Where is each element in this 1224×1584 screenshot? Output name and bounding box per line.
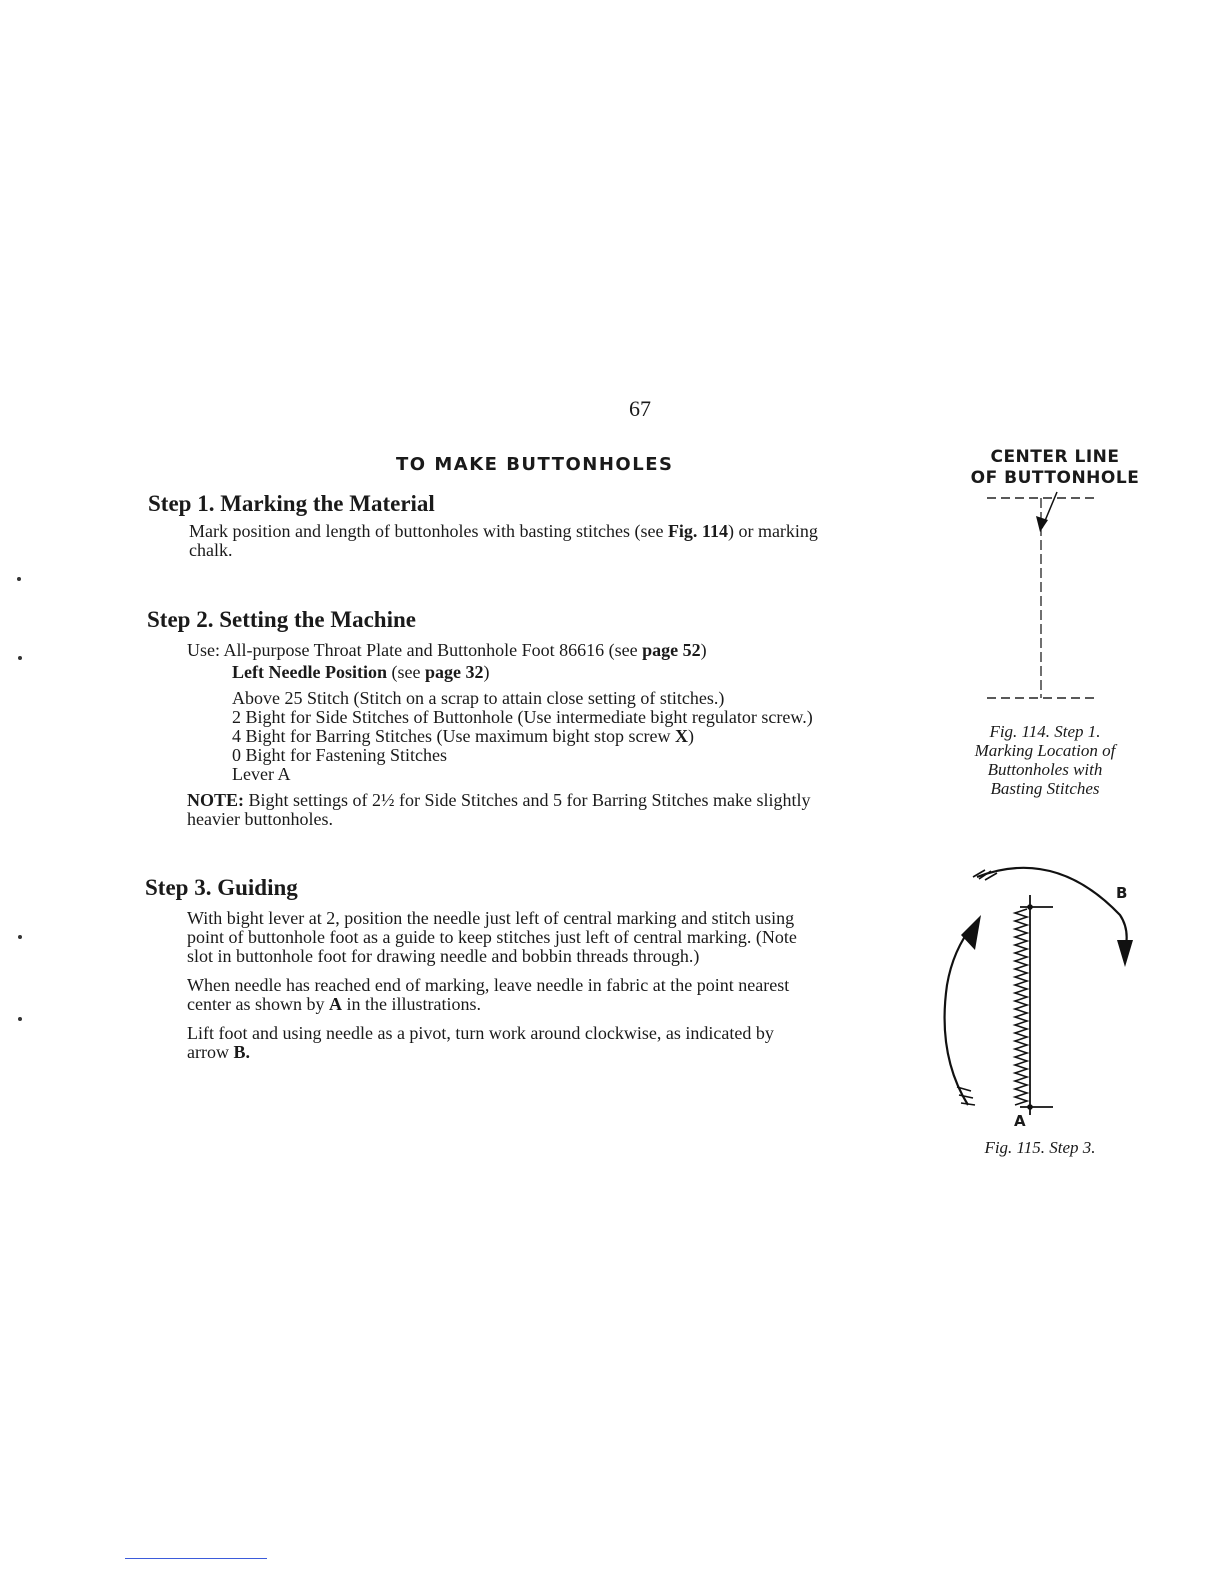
fig115-bottom-dot	[1027, 1104, 1033, 1110]
fig114-label	[960, 447, 1150, 489]
step2-note-line1: NOTE: Bight settings of 2½ for Side Stitches and 5 for Barring Stitches make slightly	[187, 790, 811, 810]
step1-text-line1: Mark position and length of buttonholes with basting stitches (see Fig. 114) or marking	[189, 521, 818, 541]
step3-para1-line1: With bight lever at 2, position the needle just left of central marking and stitch using	[187, 908, 795, 928]
step2-setting-side-bight: 2 Bight for Side Stitches of Buttonhole (Use intermediate bight regulator screw.)	[232, 707, 813, 727]
fig114-label-line2: OF BUTTONHOLE	[970, 468, 1140, 488]
page-title: TO MAKE BUTTONHOLES	[396, 454, 674, 475]
step3-para1-line2: point of buttonhole foot as a guide to keep stitches just left of central marking. (Note	[187, 927, 797, 947]
fig115-arrow-b-head-icon	[1117, 940, 1133, 967]
step3-para2-line2: center as shown by A in the illustrations.	[187, 994, 481, 1014]
step3-para2-line1: When needle has reached end of marking, leave needle in fabric at the point nearest	[187, 975, 790, 995]
step2-use-line: Use: All-purpose Throat Plate and Buttonhole Foot 86616 (see page 52)	[187, 640, 707, 660]
margin-speck	[18, 656, 22, 660]
footer-link-underline	[125, 1558, 267, 1559]
page-number: 67	[629, 396, 651, 421]
step3-heading: Step 3. Guiding	[145, 875, 298, 900]
fig114-label-line1: CENTER LINE	[990, 447, 1120, 467]
step1-text-line2: chalk.	[189, 540, 233, 560]
step2-setting-fastening: 0 Bight for Fastening Stitches	[232, 745, 447, 765]
step3-para3-line1: Lift foot and using needle as a pivot, turn work around clockwise, as indicated by	[187, 1023, 774, 1043]
fig115-arrow-b-curve	[977, 868, 1127, 950]
step2-setting-barring: 4 Bight for Barring Stitches (Use maximum bight stop screw X)	[232, 726, 694, 746]
fig115-left-arrow-head-icon	[961, 915, 981, 950]
fig114-caption-line2: Marking Location of	[974, 741, 1116, 760]
fig115-zigzag-stitches	[1015, 909, 1027, 1105]
margin-speck	[18, 1017, 22, 1021]
fig115-top-dot	[1027, 904, 1033, 910]
margin-speck	[17, 577, 21, 581]
step3-para1-line3: slot in buttonhole foot for drawing needle and bobbin threads through.)	[187, 946, 700, 966]
step2-note-line2: heavier buttonholes.	[187, 809, 333, 829]
fig115-caption: Fig. 115. Step 3.	[984, 1138, 1096, 1157]
fig114-caption-line1: Fig. 114. Step 1.	[989, 722, 1101, 741]
fig114-caption-line4: Basting Stitches	[990, 779, 1100, 798]
fig115-diagram	[935, 855, 1135, 1125]
step3-para3-line2: arrow B.	[187, 1042, 250, 1062]
step2-needle-position: Left Needle Position (see page 32)	[232, 662, 490, 682]
margin-speck	[18, 935, 22, 939]
fig115-marker-b: B	[1116, 884, 1128, 902]
fig114-diagram	[975, 490, 1105, 710]
fig114-caption	[950, 722, 1140, 798]
fig114-caption-line3: Buttonholes with	[987, 760, 1103, 779]
fig115-left-arrow-curve	[945, 925, 973, 1105]
step2-heading: Step 2. Setting the Machine	[147, 607, 416, 632]
fig115-marker-a: A	[1014, 1112, 1026, 1130]
step2-setting-stitch: Above 25 Stitch (Stitch on a scrap to attain close setting of stitches.)	[232, 688, 725, 708]
step2-setting-lever: Lever A	[232, 764, 291, 784]
step1-heading: Step 1. Marking the Material	[148, 491, 435, 516]
